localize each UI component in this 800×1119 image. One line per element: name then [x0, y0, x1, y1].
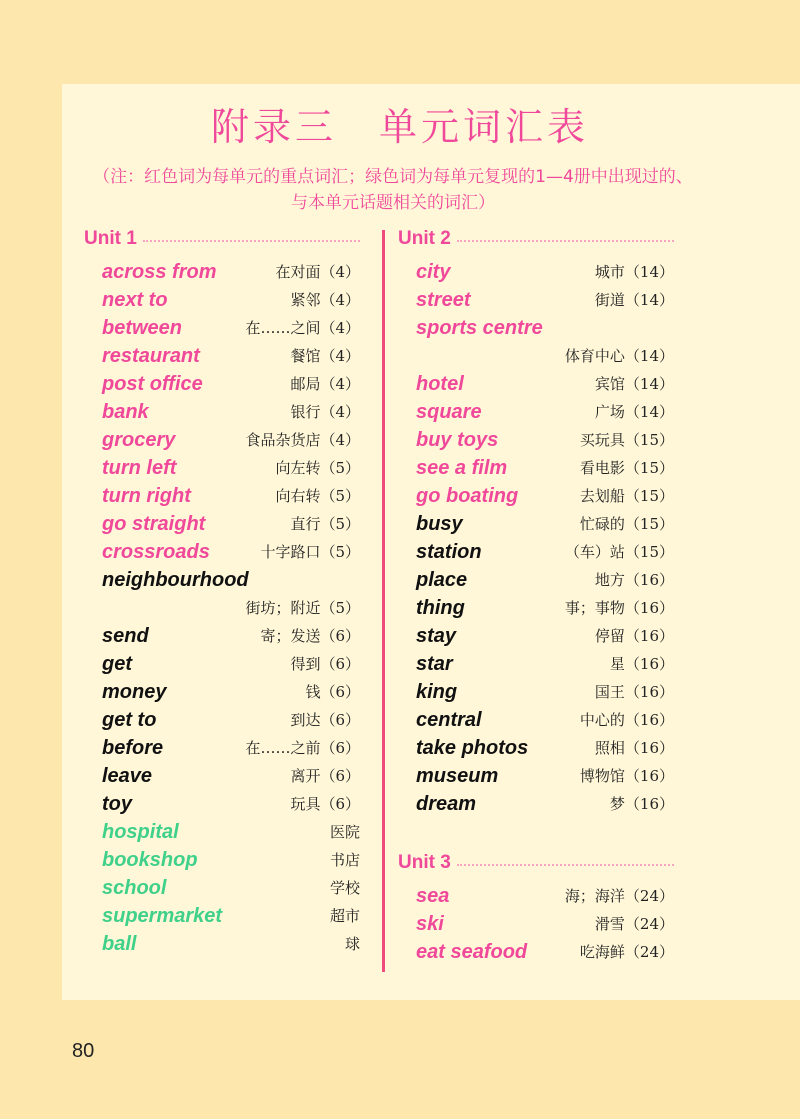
note-text: （注：红色词为每单元的重点词汇；绿色词为每单元复现的1—4册中出现过的、与本单元话题相关的词汇）	[93, 167, 693, 213]
unit-2-dotted-rule	[457, 240, 674, 242]
vocab-meaning: 在……之前（6）	[245, 739, 360, 757]
vocab-word: star	[416, 653, 453, 675]
vocab-row	[84, 454, 360, 482]
unit-3-label: Unit 3	[398, 852, 451, 873]
unit-2-header	[398, 224, 674, 254]
vocab-word: next to	[102, 289, 168, 311]
vocab-word: ski	[416, 913, 444, 935]
vocab-meaning: 在……之间（4）	[245, 319, 360, 337]
vocab-word: ball	[102, 933, 137, 955]
vocab-meaning: 超市	[329, 907, 360, 925]
vocab-meaning: 买玩具（15）	[579, 431, 674, 449]
vocab-word: neighbourhood	[102, 569, 249, 591]
vocab-row	[84, 930, 360, 958]
vocab-row	[84, 426, 360, 454]
vocab-word: money	[102, 681, 167, 703]
vocab-meaning: 城市（14）	[594, 263, 674, 281]
vocab-word: get to	[102, 709, 157, 731]
unit-1-dotted-rule	[143, 240, 360, 242]
vocab-meaning: 梦（16）	[609, 795, 674, 813]
vocab-meaning: 中心的（16）	[579, 711, 674, 729]
vocab-word: hotel	[416, 373, 464, 395]
vocab-row	[398, 938, 674, 966]
vocab-row	[398, 398, 674, 426]
vocab-meaning: 去划船（15）	[579, 487, 674, 505]
vocab-row	[398, 882, 674, 910]
vocab-word: crossroads	[102, 541, 210, 563]
vocab-word: busy	[416, 513, 463, 535]
vocab-word: buy toys	[416, 429, 499, 451]
vocab-meaning: 球	[344, 935, 360, 953]
unit-3-word-list	[398, 882, 674, 966]
left-column	[84, 224, 360, 958]
vocab-row	[398, 790, 674, 818]
vocab-word: turn left	[102, 457, 177, 479]
vocab-row	[398, 426, 674, 454]
vocab-word: post office	[102, 373, 203, 395]
vocab-meaning: 十字路口（5）	[260, 543, 360, 561]
vocab-word: place	[416, 569, 468, 591]
vocab-meaning: 街坊；附近（5）	[245, 599, 360, 617]
vocab-word: street	[416, 289, 471, 311]
vocab-row	[84, 510, 360, 538]
vocab-row	[84, 902, 360, 930]
page-number: 80	[72, 1040, 95, 1062]
vocab-row	[84, 286, 360, 314]
vocab-word: bookshop	[102, 849, 198, 871]
vocab-row	[84, 398, 360, 426]
vocab-row	[398, 650, 674, 678]
vocab-row	[84, 538, 360, 566]
vocab-row	[398, 258, 674, 286]
right-column	[398, 224, 674, 966]
vocab-meaning: 博物馆（16）	[579, 767, 674, 785]
vocab-meaning: （车）站（15）	[564, 543, 674, 561]
vocab-row	[84, 790, 360, 818]
vocab-row	[84, 342, 360, 370]
vocab-word: central	[416, 709, 482, 731]
vocab-meaning: 看电影（15）	[579, 459, 674, 477]
vocab-word: thing	[416, 597, 465, 619]
vocab-meaning: 到达（6）	[290, 711, 360, 729]
vocab-row	[84, 258, 360, 286]
vocab-word: sports centre	[416, 317, 543, 339]
vocab-row	[398, 762, 674, 790]
vocab-meaning: 忙碌的（15）	[579, 515, 674, 533]
unit-1-header	[84, 224, 360, 254]
vocab-meaning: 国王（16）	[594, 683, 674, 701]
vocab-meaning: 照相（16）	[594, 739, 674, 757]
vocab-word: supermarket	[102, 905, 223, 927]
vocab-row	[398, 510, 674, 538]
vocab-meaning: 向左转（5）	[275, 459, 360, 477]
vocab-word: hospital	[102, 821, 179, 843]
vocab-meaning: 寄；发送（6）	[260, 627, 360, 645]
vocab-meaning: 街道（14）	[594, 291, 674, 309]
vocab-word: go boating	[416, 485, 519, 507]
vocab-meaning: 医院	[329, 823, 360, 841]
vocab-row	[398, 594, 674, 622]
vocab-word: station	[416, 541, 482, 563]
vocab-word: turn right	[102, 485, 191, 507]
vocab-word: school	[102, 877, 167, 899]
unit-2-label: Unit 2	[398, 228, 451, 249]
vocab-meaning: 停留（16）	[594, 627, 674, 645]
vocab-row	[398, 286, 674, 314]
unit-2-word-list	[398, 258, 674, 818]
vocab-meaning: 邮局（4）	[290, 375, 360, 393]
vocab-meaning: 海；海洋（24）	[564, 887, 674, 905]
vocab-row	[84, 650, 360, 678]
vocab-row	[84, 566, 360, 622]
vocab-meaning: 离开（6）	[290, 767, 360, 785]
vocab-meaning: 滑雪（24）	[594, 915, 674, 933]
vocab-meaning: 向右转（5）	[275, 487, 360, 505]
unit-3-dotted-rule	[457, 864, 674, 866]
vocab-word: leave	[102, 765, 153, 787]
vocab-word: dream	[416, 793, 477, 815]
vocab-meaning: 得到（6）	[290, 655, 360, 673]
vocab-word: king	[416, 681, 458, 703]
vocab-row	[398, 314, 674, 370]
vocab-meaning: 地方（16）	[594, 571, 674, 589]
vocab-row	[398, 734, 674, 762]
vocab-word: sea	[416, 885, 450, 907]
vocab-meaning: 吃海鲜（24）	[579, 943, 674, 961]
column-divider	[382, 230, 385, 972]
vocab-meaning: 银行（4）	[290, 403, 360, 421]
vocab-row	[84, 874, 360, 902]
vocab-meaning: 在对面（4）	[275, 263, 360, 281]
vocab-word: send	[102, 625, 149, 647]
page-title: 附录三 单元词汇表	[210, 105, 589, 149]
vocab-word: grocery	[102, 429, 176, 451]
vocab-word: across from	[102, 261, 217, 283]
vocab-word: square	[416, 401, 482, 423]
vocab-row	[398, 566, 674, 594]
vocab-row	[398, 910, 674, 938]
vocab-row	[84, 818, 360, 846]
vocab-word: museum	[416, 765, 499, 787]
vocab-word: stay	[416, 625, 457, 647]
vocab-row	[84, 370, 360, 398]
vocab-meaning: 体育中心（14）	[564, 347, 674, 365]
vocab-meaning: 直行（5）	[290, 515, 360, 533]
vocab-word: city	[416, 261, 451, 283]
vocab-row	[398, 622, 674, 650]
vocab-word: eat seafood	[416, 941, 528, 963]
vocab-row	[84, 678, 360, 706]
vocab-row	[84, 622, 360, 650]
vocab-row	[398, 538, 674, 566]
vocab-word: bank	[102, 401, 149, 423]
vocab-meaning: 广场（14）	[594, 403, 674, 421]
vocab-word: take photos	[416, 737, 529, 759]
vocab-word: get	[102, 653, 132, 675]
unit-1-label: Unit 1	[84, 228, 137, 249]
vocab-word: toy	[102, 793, 132, 815]
vocab-row	[398, 370, 674, 398]
vocab-meaning: 事；事物（16）	[564, 599, 674, 617]
vocab-row	[398, 482, 674, 510]
vocab-meaning: 紧邻（4）	[290, 291, 360, 309]
vocab-row	[84, 482, 360, 510]
vocab-meaning: 食品杂货店（4）	[245, 431, 360, 449]
vocab-meaning: 星（16）	[609, 655, 674, 673]
vocab-word: between	[102, 317, 183, 339]
vocab-word: go straight	[102, 513, 206, 535]
vocab-row	[398, 706, 674, 734]
vocab-word: see a film	[416, 457, 508, 479]
vocab-row	[398, 454, 674, 482]
vocab-meaning: 书店	[329, 851, 360, 869]
vocab-meaning: 学校	[329, 879, 360, 897]
vocab-row	[84, 706, 360, 734]
vocab-row	[398, 678, 674, 706]
unit-1-word-list	[84, 258, 360, 958]
vocab-meaning: 餐馆（4）	[290, 347, 360, 365]
vocab-word: before	[102, 737, 164, 759]
vocab-row	[84, 846, 360, 874]
vocab-row	[84, 314, 360, 342]
unit-3-header	[398, 848, 674, 878]
vocab-word: restaurant	[102, 345, 200, 367]
vocab-row	[84, 762, 360, 790]
vocab-row	[84, 734, 360, 762]
vocab-meaning: 宾馆（14）	[594, 375, 674, 393]
vocab-meaning: 钱（6）	[305, 683, 360, 701]
vocab-meaning: 玩具（6）	[290, 795, 360, 813]
